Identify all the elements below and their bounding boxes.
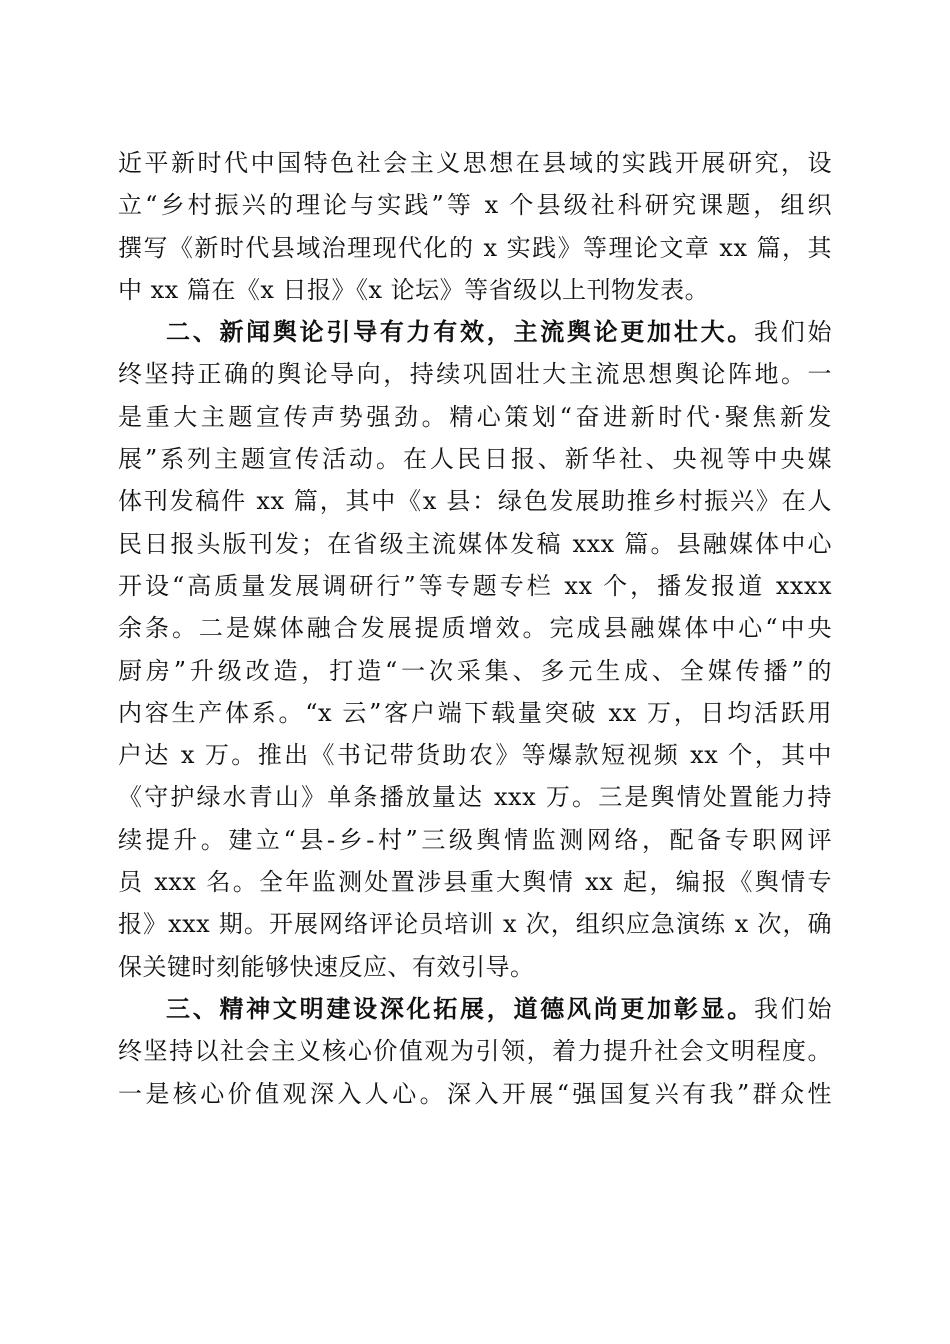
text-line: 户达 x 万。推出《书记带货助农》等爆款短视频 xx 个，其中 (118, 741, 832, 770)
text-line: 开设“高质量发展调研行”等专题专栏 xx 个，播发报道 xxxx (118, 571, 832, 600)
text-line: 展”系列主题宣传活动。在人民日报、新华社、央视等中央媒 (118, 445, 832, 474)
text-line: 员 xxx 名。全年监测处置涉县重大舆情 xx 起，编报《舆情专 (118, 868, 832, 897)
text-line: 内容生产体系。“x 云”客户端下载量突破 xx 万，日均活跃用 (118, 698, 832, 727)
paragraph-civilization (118, 988, 832, 1115)
document-body (118, 142, 832, 1115)
heading-line-rest: 我们始 (754, 318, 833, 347)
text-line: 终坚持以社会主义核心价值观为引领，着力提升社会文明程度。 (118, 1037, 832, 1066)
text-line: 中 xx 篇在《x 日报》《x 论坛》等省级以上刊物发表。 (118, 275, 710, 304)
paragraph-news-guidance (118, 311, 832, 988)
text-line: 立“乡村振兴的理论与实践”等 x 个县级社科研究课题，组织 (118, 191, 832, 220)
section-heading: 二、新闻舆论引导有力有效，主流舆论更加壮大。 (166, 318, 755, 347)
section-heading: 三、精神文明建设深化拓展，道德风尚更加彰显。 (166, 994, 755, 1023)
heading-line-rest: 我们始 (754, 994, 833, 1023)
text-line: 近平新时代中国特色社会主义思想在县域的实践开展研究，设 (118, 149, 832, 177)
text-line: 余条。二是媒体融合发展提质增效。完成县融媒体中心“中央 (118, 614, 832, 643)
text-line: 撰写《新时代县域治理现代化的 x 实践》等理论文章 xx 篇，其 (118, 233, 832, 262)
paragraph-research (118, 142, 832, 311)
text-line: 报》xxx 期。开展网络评论员培训 x 次，组织应急演练 x 次，确 (118, 910, 832, 939)
text-line: 《守护绿水青山》单条播放量达 xxx 万。三是舆情处置能力持 (118, 783, 832, 812)
text-line: 民日报头版刊发；在省级主流媒体发稿 xxx 篇。县融媒体中心 (118, 529, 832, 558)
text-line: 续提升。建立“县-乡-村”三级舆情监测网络，配备专职网评 (118, 825, 832, 854)
text-line: 终坚持正确的舆论导向，持续巩固壮大主流思想舆论阵地。一 (118, 360, 832, 389)
text-line: 是重大主题宣传声势强劲。精心策划“奋进新时代·聚焦新发 (118, 402, 832, 431)
text-line: 体刊发稿件 xx 篇，其中《x 县：绿色发展助推乡村振兴》在人 (118, 487, 832, 516)
heading-line (118, 311, 832, 353)
heading-line (118, 988, 832, 1030)
text-line: 保关键时刻能够快速反应、有效引导。 (118, 952, 535, 981)
text-line: 一是核心价值观深入人心。深入开展“强国复兴有我”群众性 (118, 1079, 832, 1108)
text-line: 厨房”升级改造，打造“一次采集、多元生成、全媒传播”的 (118, 656, 832, 685)
